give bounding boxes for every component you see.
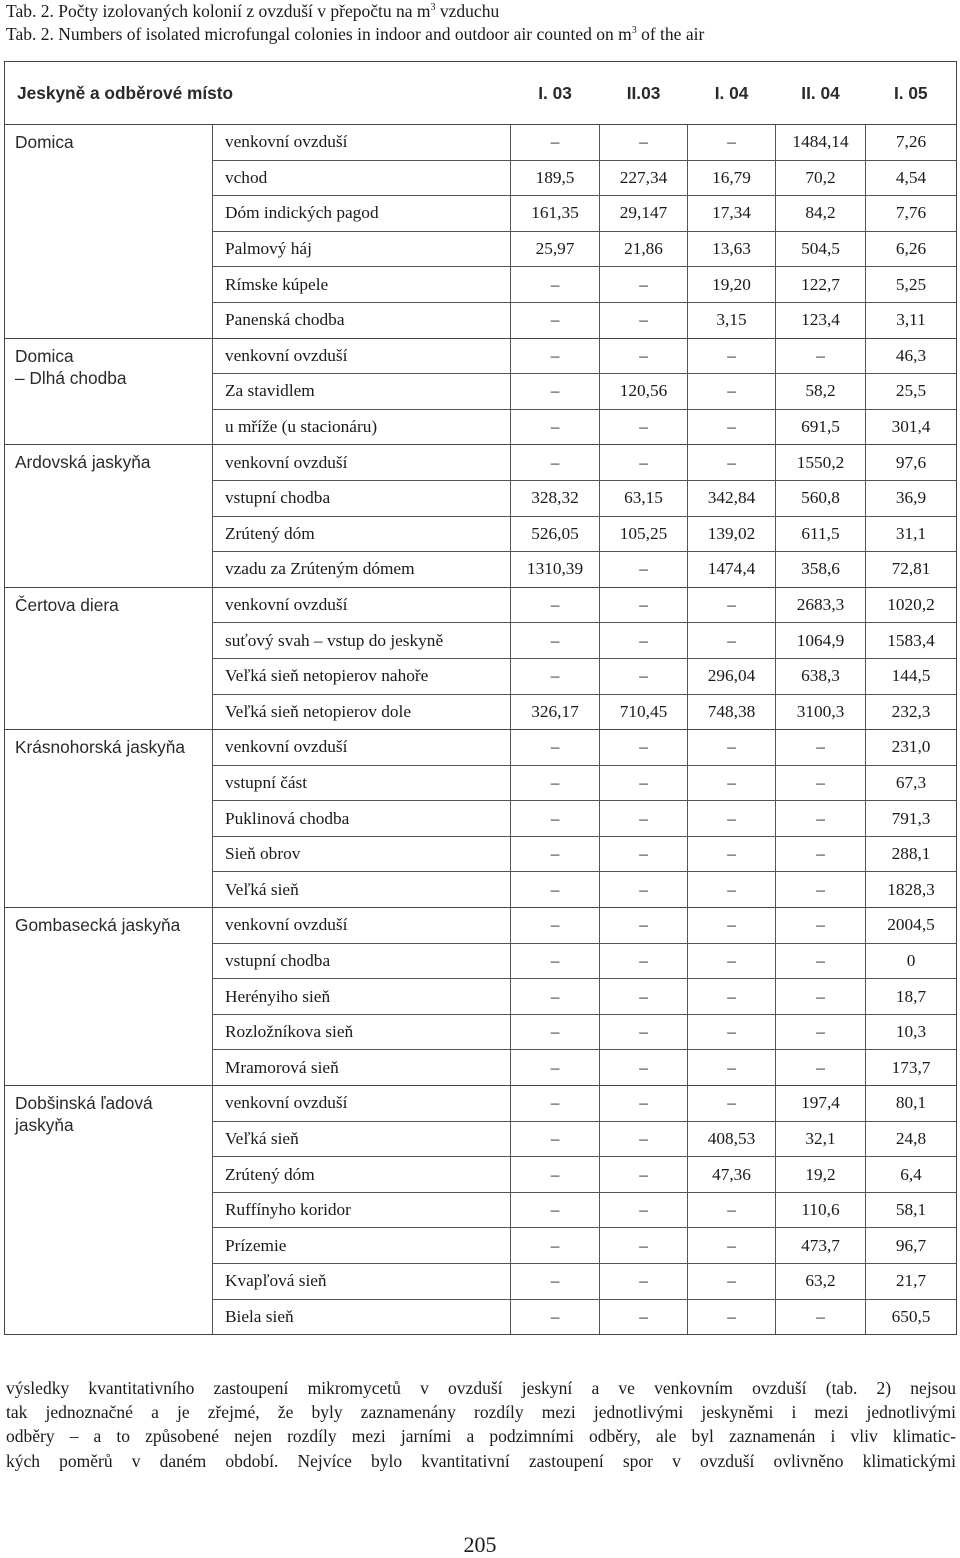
table-caption-english: Tab. 2. Numbers of isolated microfungal colonies in indoor and outdoor air counted on $m^3$ of the air bbox=[6, 24, 705, 44]
value-cell: – bbox=[511, 836, 600, 872]
value-cell: – bbox=[511, 1228, 600, 1264]
value-cell: – bbox=[600, 908, 688, 944]
value-cell: 1550,2 bbox=[776, 445, 866, 481]
sampling-site: vstupní část bbox=[213, 765, 511, 801]
value-cell: – bbox=[688, 1014, 776, 1050]
value-cell: 63,2 bbox=[776, 1264, 866, 1300]
value-cell: – bbox=[600, 445, 688, 481]
value-cell: – bbox=[600, 1050, 688, 1086]
sampling-site: venkovní ovzduší bbox=[213, 908, 511, 944]
cave-name-cell bbox=[5, 730, 213, 908]
value-cell: 21,7 bbox=[866, 1264, 957, 1300]
value-cell: 227,34 bbox=[600, 160, 688, 196]
value-cell: 3,11 bbox=[866, 302, 957, 338]
sampling-site: Kvapľová sieň bbox=[213, 1264, 511, 1300]
value-cell: 288,1 bbox=[866, 836, 957, 872]
cave-name: – Dlhá chodba bbox=[15, 367, 127, 388]
value-cell: 161,35 bbox=[511, 196, 600, 232]
sampling-site: Veľká sieň bbox=[213, 1121, 511, 1157]
value-cell: 2683,3 bbox=[776, 587, 866, 623]
value-cell: 560,8 bbox=[776, 480, 866, 516]
value-cell: 2004,5 bbox=[866, 908, 957, 944]
value-cell: 7,76 bbox=[866, 196, 957, 232]
sampling-site: Veľká sieň netopierov dole bbox=[213, 694, 511, 730]
sampling-site: Prízemie bbox=[213, 1228, 511, 1264]
header-location: Jeskyně a odběrové místo bbox=[5, 62, 511, 125]
value-cell: 1310,39 bbox=[511, 552, 600, 588]
value-cell: – bbox=[511, 1014, 600, 1050]
sampling-site: venkovní ovzduší bbox=[213, 730, 511, 766]
value-cell: 16,79 bbox=[688, 160, 776, 196]
value-cell: 1484,14 bbox=[776, 125, 866, 161]
sampling-site: Rímske kúpele bbox=[213, 267, 511, 303]
table-row bbox=[5, 1086, 957, 1122]
value-cell: 6,26 bbox=[866, 231, 957, 267]
value-cell: 0 bbox=[866, 943, 957, 979]
sampling-site: Herényiho sieň bbox=[213, 979, 511, 1015]
sampling-site: Mramorová sieň bbox=[213, 1050, 511, 1086]
value-cell: – bbox=[776, 801, 866, 837]
paragraph-line: odběry – a to způsobené nejen rozdíly mezi jarními a podzimními odběry, ale byl zaznamenán i vliv klimatic- bbox=[6, 1426, 956, 1447]
sampling-site: Rozložníkova sieň bbox=[213, 1014, 511, 1050]
value-cell: 70,2 bbox=[776, 160, 866, 196]
value-cell: – bbox=[600, 1192, 688, 1228]
value-cell: 197,4 bbox=[776, 1086, 866, 1122]
value-cell: 13,63 bbox=[688, 231, 776, 267]
value-cell: – bbox=[688, 1228, 776, 1264]
value-cell: 72,81 bbox=[866, 552, 957, 588]
value-cell: – bbox=[511, 1050, 600, 1086]
sampling-site: Biela sieň bbox=[213, 1299, 511, 1335]
table-row bbox=[5, 908, 957, 944]
value-cell: 24,8 bbox=[866, 1121, 957, 1157]
value-cell: – bbox=[511, 338, 600, 374]
value-cell: 328,32 bbox=[511, 480, 600, 516]
value-cell: – bbox=[511, 623, 600, 659]
value-cell: – bbox=[511, 125, 600, 161]
value-cell: 58,1 bbox=[866, 1192, 957, 1228]
value-cell: – bbox=[776, 908, 866, 944]
value-cell: 36,9 bbox=[866, 480, 957, 516]
sampling-site: Ruffínyho koridor bbox=[213, 1192, 511, 1228]
value-cell: – bbox=[688, 836, 776, 872]
value-cell: 611,5 bbox=[776, 516, 866, 552]
value-cell: 10,3 bbox=[866, 1014, 957, 1050]
value-cell: – bbox=[600, 1299, 688, 1335]
value-cell: 3100,3 bbox=[776, 694, 866, 730]
value-cell: – bbox=[600, 658, 688, 694]
cave-name: Domica bbox=[15, 132, 74, 152]
cave-name-cell bbox=[5, 445, 213, 587]
sampling-site: Veľká sieň netopierov nahoře bbox=[213, 658, 511, 694]
sampling-site: suťový svah – vstup do jeskyně bbox=[213, 623, 511, 659]
table-caption-czech: Tab. 2. Počty izolovaných kolonií z ovzduší v přepočtu na $m^3$ vzduchu bbox=[6, 1, 500, 21]
value-cell: – bbox=[776, 730, 866, 766]
value-cell: 1064,9 bbox=[776, 623, 866, 659]
cave-name-cell bbox=[5, 338, 213, 445]
value-cell: – bbox=[600, 302, 688, 338]
value-cell: – bbox=[776, 765, 866, 801]
sampling-site: Zrútený dóm bbox=[213, 516, 511, 552]
table-body bbox=[5, 125, 957, 1335]
value-cell: 296,04 bbox=[688, 658, 776, 694]
cave-name: jaskyňa bbox=[15, 1115, 74, 1136]
value-cell: – bbox=[600, 979, 688, 1015]
value-cell: – bbox=[511, 374, 600, 410]
cave-name: Dobšinská ľadová bbox=[15, 1093, 153, 1114]
sampling-site: venkovní ovzduší bbox=[213, 1086, 511, 1122]
value-cell: – bbox=[511, 765, 600, 801]
value-cell: – bbox=[688, 908, 776, 944]
value-cell: – bbox=[600, 338, 688, 374]
value-cell: – bbox=[600, 836, 688, 872]
sampling-site: venkovní ovzduší bbox=[213, 125, 511, 161]
sampling-site: Zrútený dóm bbox=[213, 1157, 511, 1193]
value-cell: – bbox=[600, 1121, 688, 1157]
value-cell: – bbox=[600, 943, 688, 979]
table-row bbox=[5, 587, 957, 623]
paragraph-line: výsledky kvantitativního zastoupení mikromycetů v ovzduší jeskyní a ve venkovním ovzduší (tab. 2) nejsou bbox=[6, 1378, 956, 1398]
cave-name-cell bbox=[5, 587, 213, 729]
value-cell: – bbox=[688, 1264, 776, 1300]
value-cell: 144,5 bbox=[866, 658, 957, 694]
table-row bbox=[5, 338, 957, 374]
value-cell: – bbox=[600, 1228, 688, 1264]
value-cell: 80,1 bbox=[866, 1086, 957, 1122]
value-cell: – bbox=[688, 943, 776, 979]
value-cell: 748,38 bbox=[688, 694, 776, 730]
sampling-site: Dóm indických pagod bbox=[213, 196, 511, 232]
value-cell: – bbox=[600, 267, 688, 303]
value-cell: – bbox=[511, 587, 600, 623]
cave-name-cell bbox=[5, 125, 213, 339]
cave-name: Čertova diera bbox=[15, 594, 119, 615]
value-cell: – bbox=[776, 872, 866, 908]
value-cell: 46,3 bbox=[866, 338, 957, 374]
value-cell: – bbox=[776, 979, 866, 1015]
value-cell: 97,6 bbox=[866, 445, 957, 481]
value-cell: – bbox=[511, 1086, 600, 1122]
value-cell: 31,1 bbox=[866, 516, 957, 552]
value-cell: – bbox=[688, 409, 776, 445]
value-cell: – bbox=[776, 1014, 866, 1050]
value-cell: 1474,4 bbox=[688, 552, 776, 588]
paragraph-line: tak jednoznačné a je zřejmé, že byly zaznamenány rozdíly mezi jednotlivými jeskyněmi i mezi jednotlivými bbox=[6, 1402, 956, 1423]
value-cell: – bbox=[688, 623, 776, 659]
table-row bbox=[5, 445, 957, 481]
value-cell: 58,2 bbox=[776, 374, 866, 410]
value-cell: 526,05 bbox=[511, 516, 600, 552]
cave-name-cell bbox=[5, 1086, 213, 1335]
value-cell: 710,45 bbox=[600, 694, 688, 730]
value-cell: – bbox=[511, 943, 600, 979]
table-row bbox=[5, 730, 957, 766]
value-cell: – bbox=[511, 801, 600, 837]
value-cell: 21,86 bbox=[600, 231, 688, 267]
value-cell: 638,3 bbox=[776, 658, 866, 694]
sampling-site: Za stavidlem bbox=[213, 374, 511, 410]
value-cell: 7,26 bbox=[866, 125, 957, 161]
value-cell: 110,6 bbox=[776, 1192, 866, 1228]
value-cell: 105,25 bbox=[600, 516, 688, 552]
sampling-site: Sieň obrov bbox=[213, 836, 511, 872]
value-cell: 139,02 bbox=[688, 516, 776, 552]
value-cell: – bbox=[600, 623, 688, 659]
value-cell: – bbox=[511, 302, 600, 338]
value-cell: – bbox=[776, 836, 866, 872]
header-col-4: II. 04 bbox=[776, 62, 866, 125]
value-cell: 232,3 bbox=[866, 694, 957, 730]
cave-name: Gombasecká jaskyňa bbox=[15, 915, 181, 936]
value-cell: 47,36 bbox=[688, 1157, 776, 1193]
value-cell: – bbox=[776, 338, 866, 374]
value-cell: – bbox=[600, 1086, 688, 1122]
value-cell: 19,20 bbox=[688, 267, 776, 303]
value-cell: 6,4 bbox=[866, 1157, 957, 1193]
value-cell: 326,17 bbox=[511, 694, 600, 730]
value-cell: – bbox=[511, 445, 600, 481]
value-cell: – bbox=[511, 267, 600, 303]
value-cell: – bbox=[511, 409, 600, 445]
value-cell: – bbox=[511, 730, 600, 766]
value-cell: 63,15 bbox=[600, 480, 688, 516]
sampling-site: Veľká sieň bbox=[213, 872, 511, 908]
value-cell: 1828,3 bbox=[866, 872, 957, 908]
value-cell: 231,0 bbox=[866, 730, 957, 766]
value-cell: – bbox=[511, 1157, 600, 1193]
value-cell: 650,5 bbox=[866, 1299, 957, 1335]
value-cell: – bbox=[776, 1050, 866, 1086]
value-cell: – bbox=[600, 872, 688, 908]
sampling-site: Panenská chodba bbox=[213, 302, 511, 338]
value-cell: 3,15 bbox=[688, 302, 776, 338]
value-cell: – bbox=[776, 943, 866, 979]
value-cell: 691,5 bbox=[776, 409, 866, 445]
value-cell: 25,5 bbox=[866, 374, 957, 410]
sampling-site: venkovní ovzduší bbox=[213, 338, 511, 374]
value-cell: – bbox=[688, 587, 776, 623]
value-cell: 791,3 bbox=[866, 801, 957, 837]
value-cell: – bbox=[600, 125, 688, 161]
value-cell: 120,56 bbox=[600, 374, 688, 410]
value-cell: – bbox=[688, 872, 776, 908]
value-cell: 1583,4 bbox=[866, 623, 957, 659]
header-col-3: I. 04 bbox=[688, 62, 776, 125]
header-col-5: I. 05 bbox=[866, 62, 957, 125]
value-cell: 123,4 bbox=[776, 302, 866, 338]
value-cell: – bbox=[511, 1299, 600, 1335]
value-cell: – bbox=[600, 1264, 688, 1300]
value-cell: – bbox=[688, 765, 776, 801]
value-cell: – bbox=[688, 125, 776, 161]
value-cell: 189,5 bbox=[511, 160, 600, 196]
value-cell: – bbox=[511, 658, 600, 694]
value-cell: 122,7 bbox=[776, 267, 866, 303]
value-cell: – bbox=[600, 730, 688, 766]
value-cell: – bbox=[688, 374, 776, 410]
value-cell: – bbox=[688, 1299, 776, 1335]
value-cell: 358,6 bbox=[776, 552, 866, 588]
table-header-row bbox=[5, 62, 957, 125]
value-cell: 342,84 bbox=[688, 480, 776, 516]
value-cell: – bbox=[511, 908, 600, 944]
value-cell: 408,53 bbox=[688, 1121, 776, 1157]
table-row bbox=[5, 125, 957, 161]
sampling-site: vstupní chodba bbox=[213, 480, 511, 516]
sampling-site: venkovní ovzduší bbox=[213, 587, 511, 623]
value-cell: – bbox=[776, 1299, 866, 1335]
value-cell: 173,7 bbox=[866, 1050, 957, 1086]
value-cell: 5,25 bbox=[866, 267, 957, 303]
value-cell: 17,34 bbox=[688, 196, 776, 232]
value-cell: 84,2 bbox=[776, 196, 866, 232]
value-cell: – bbox=[511, 1192, 600, 1228]
value-cell: 32,1 bbox=[776, 1121, 866, 1157]
value-cell: 29,147 bbox=[600, 196, 688, 232]
value-cell: 504,5 bbox=[776, 231, 866, 267]
value-cell: 67,3 bbox=[866, 765, 957, 801]
value-cell: – bbox=[511, 872, 600, 908]
value-cell: 18,7 bbox=[866, 979, 957, 1015]
value-cell: – bbox=[600, 801, 688, 837]
value-cell: – bbox=[600, 409, 688, 445]
value-cell: – bbox=[688, 445, 776, 481]
colonies-table bbox=[4, 61, 957, 1335]
sampling-site: Palmový háj bbox=[213, 231, 511, 267]
value-cell: – bbox=[600, 587, 688, 623]
value-cell: – bbox=[600, 1157, 688, 1193]
body-paragraph bbox=[6, 1376, 956, 1473]
value-cell: 25,97 bbox=[511, 231, 600, 267]
value-cell: 96,7 bbox=[866, 1228, 957, 1264]
value-cell: – bbox=[511, 1121, 600, 1157]
sampling-site: vstupní chodba bbox=[213, 943, 511, 979]
header-col-2: II.03 bbox=[600, 62, 688, 125]
cave-name-cell bbox=[5, 908, 213, 1086]
value-cell: – bbox=[688, 1192, 776, 1228]
header-col-1: I. 03 bbox=[511, 62, 600, 125]
sampling-site: u mříže (u stacionáru) bbox=[213, 409, 511, 445]
page-number: 205 bbox=[463, 1532, 497, 1557]
value-cell: – bbox=[688, 730, 776, 766]
value-cell: – bbox=[511, 979, 600, 1015]
value-cell: – bbox=[600, 552, 688, 588]
sampling-site: Puklinová chodba bbox=[213, 801, 511, 837]
cave-name: Domica bbox=[15, 345, 74, 366]
value-cell: 1020,2 bbox=[866, 587, 957, 623]
value-cell: – bbox=[688, 1086, 776, 1122]
value-cell: – bbox=[600, 765, 688, 801]
sampling-site: venkovní ovzduší bbox=[213, 445, 511, 481]
value-cell: 4,54 bbox=[866, 160, 957, 196]
paragraph-line: kých poměrů v daném období. Nejvíce bylo kvantitativní zastoupení spor v ovzduší ovlivněno klimatickými bbox=[6, 1450, 956, 1471]
cave-name: Krásnohorská jaskyňa bbox=[15, 737, 186, 758]
value-cell: – bbox=[600, 1014, 688, 1050]
value-cell: – bbox=[688, 801, 776, 837]
value-cell: – bbox=[511, 1264, 600, 1300]
value-cell: 301,4 bbox=[866, 409, 957, 445]
sampling-site: vzadu za Zrúteným dómem bbox=[213, 552, 511, 588]
value-cell: – bbox=[688, 338, 776, 374]
value-cell: – bbox=[688, 979, 776, 1015]
sampling-site: vchod bbox=[213, 160, 511, 196]
value-cell: 473,7 bbox=[776, 1228, 866, 1264]
value-cell: 19,2 bbox=[776, 1157, 866, 1193]
value-cell: – bbox=[688, 1050, 776, 1086]
cave-name: Ardovská jaskyňa bbox=[15, 452, 151, 473]
